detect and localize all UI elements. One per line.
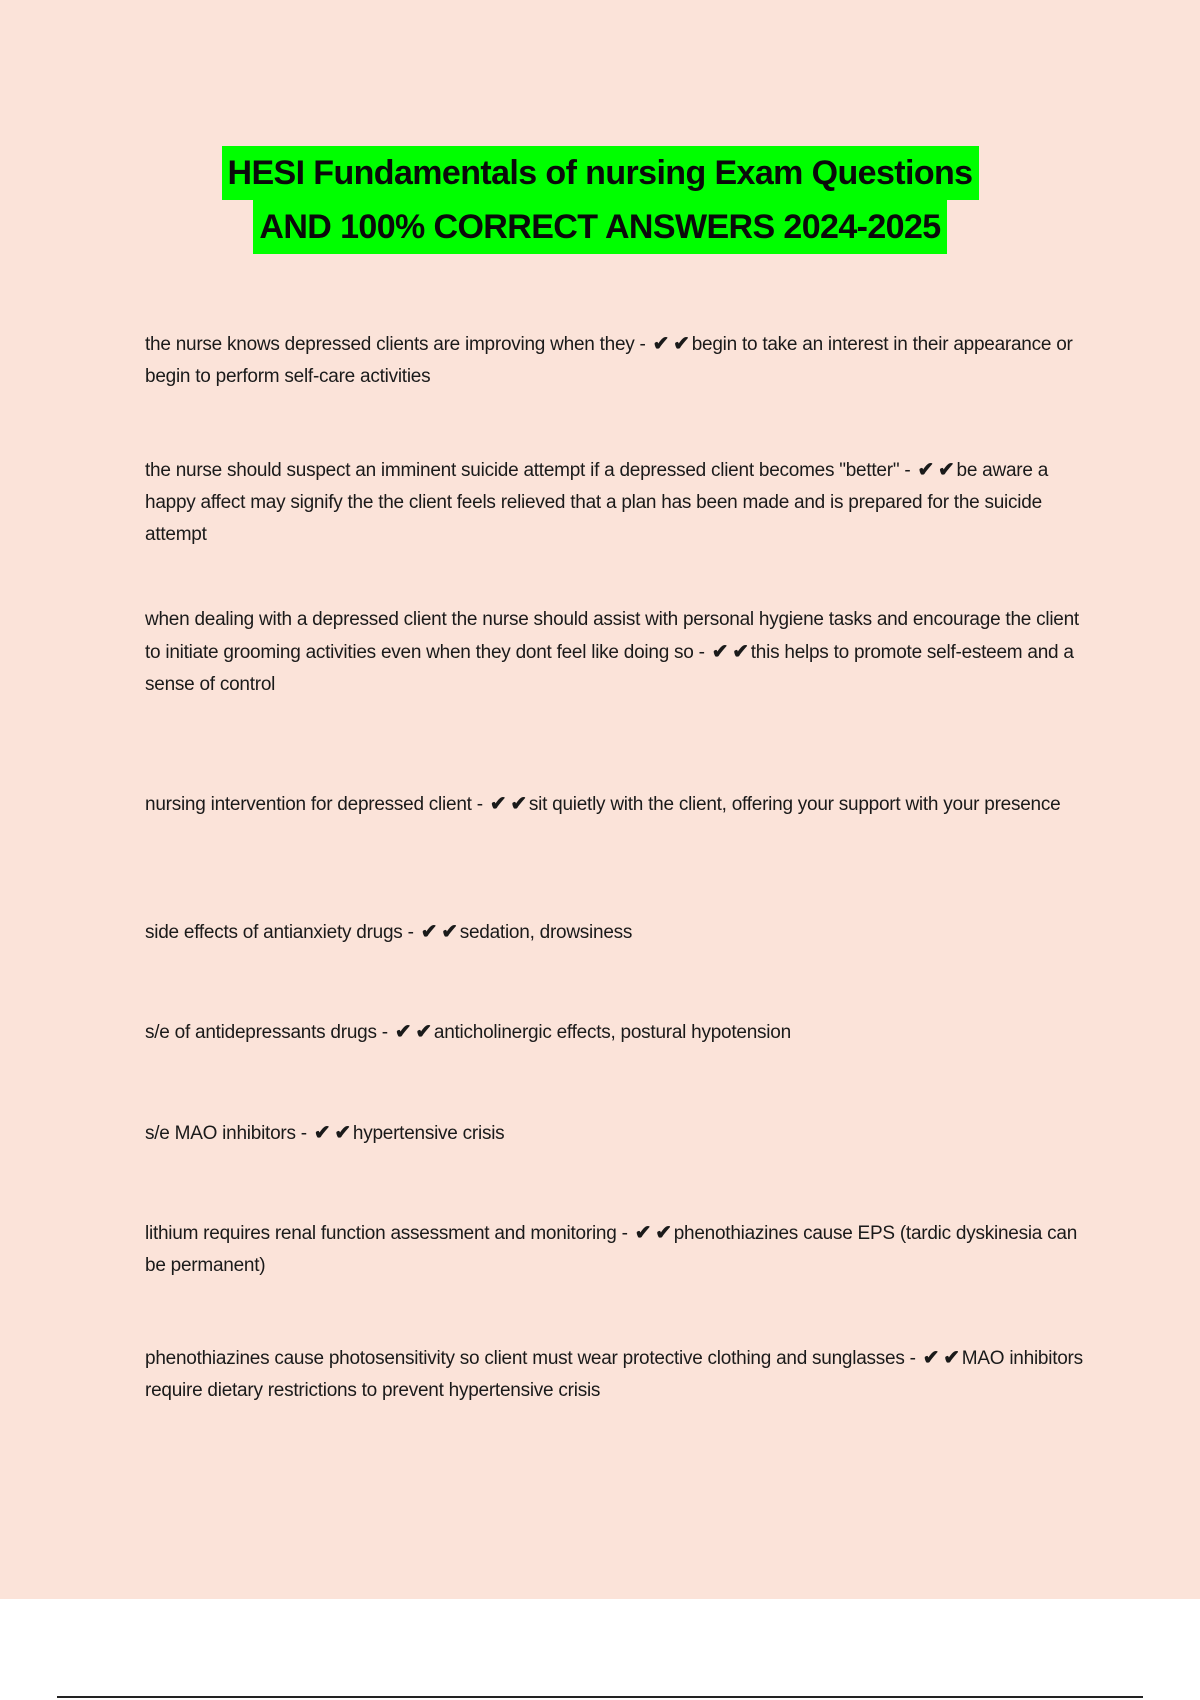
check-icon: ✔ [634, 1222, 652, 1244]
qa-item [145, 916, 1090, 949]
title-line-1: HESI Fundamentals of nursing Exam Questions [222, 146, 979, 200]
question-text: s/e of antidepressants drugs - [145, 1022, 388, 1043]
qa-item [145, 1342, 1090, 1407]
check-icon: ✔ [711, 641, 729, 663]
check-icon: ✔ [510, 793, 527, 815]
check-icon: ✔ [394, 1021, 412, 1043]
check-icon: ✔ [943, 1347, 960, 1369]
answer-text: sedation, drowsiness [459, 922, 633, 943]
check-icon: ✔ [441, 921, 458, 943]
check-icon: ✔ [415, 1021, 432, 1043]
check-icon: ✔ [673, 333, 690, 355]
title-line-2: AND 100% CORRECT ANSWERS 2024-2025 [253, 200, 946, 254]
check-icon: ✔ [937, 459, 955, 481]
qa-item [145, 788, 1090, 821]
check-icon: ✔ [489, 793, 507, 815]
check-icon: ✔ [420, 921, 438, 943]
check-icon: ✔ [922, 1347, 940, 1369]
check-icon: ✔ [334, 1122, 351, 1144]
qa-item [145, 454, 1090, 551]
document-title [0, 146, 1200, 254]
answer-text: this helps to promote self-esteem and a sense of control [145, 642, 1074, 695]
qa-item [145, 1117, 1090, 1150]
qa-item [145, 328, 1090, 393]
answer-text: anticholinergic effects, postural hypotension [433, 1022, 791, 1043]
question-text: the nurse should suspect an imminent suicide attempt if a depressed client becomes "better" - [145, 460, 911, 481]
check-icon: ✔ [732, 641, 749, 663]
check-icon: ✔ [655, 1222, 672, 1244]
question-text: when dealing with a depressed client the nurse should assist with personal hygiene tasks and encourage the client to initiate grooming activities even when they dont feel like doing so - [145, 609, 1079, 663]
answer-text: phenothiazines cause EPS (tardic dyskinesia can be permanent) [145, 1223, 1078, 1276]
answer-text: hypertensive crisis [352, 1123, 505, 1144]
question-text: s/e MAO inhibitors - [145, 1123, 307, 1144]
qa-item [145, 604, 1090, 701]
footer-divider [57, 1696, 1143, 1698]
qa-item [145, 1016, 1090, 1049]
question-text: side effects of antianxiety drugs - [145, 922, 414, 943]
question-text: phenothiazines cause photosensitivity so client must wear protective clothing and sunglasses - [145, 1348, 916, 1369]
check-icon: ✔ [917, 459, 934, 481]
check-icon: ✔ [652, 333, 670, 355]
check-icon: ✔ [313, 1122, 331, 1144]
answer-text: sit quietly with the client, offering your support with your presence [528, 794, 1061, 815]
answer-text: MAO inhibitors require dietary restrictions to prevent hypertensive crisis [145, 1348, 1083, 1401]
answer-text: be aware a happy affect may signify the the client feels relieved that a plan has been made and is prepared for the suicide attempt [145, 460, 1049, 545]
qa-item [145, 1217, 1090, 1282]
question-text: lithium requires renal function assessment and monitoring - [145, 1223, 628, 1244]
question-text: the nurse knows depressed clients are improving when they - [145, 334, 646, 355]
question-text: nursing intervention for depressed client - [145, 794, 483, 815]
answer-text: begin to take an interest in their appearance or begin to perform self-care activities [145, 334, 1073, 387]
